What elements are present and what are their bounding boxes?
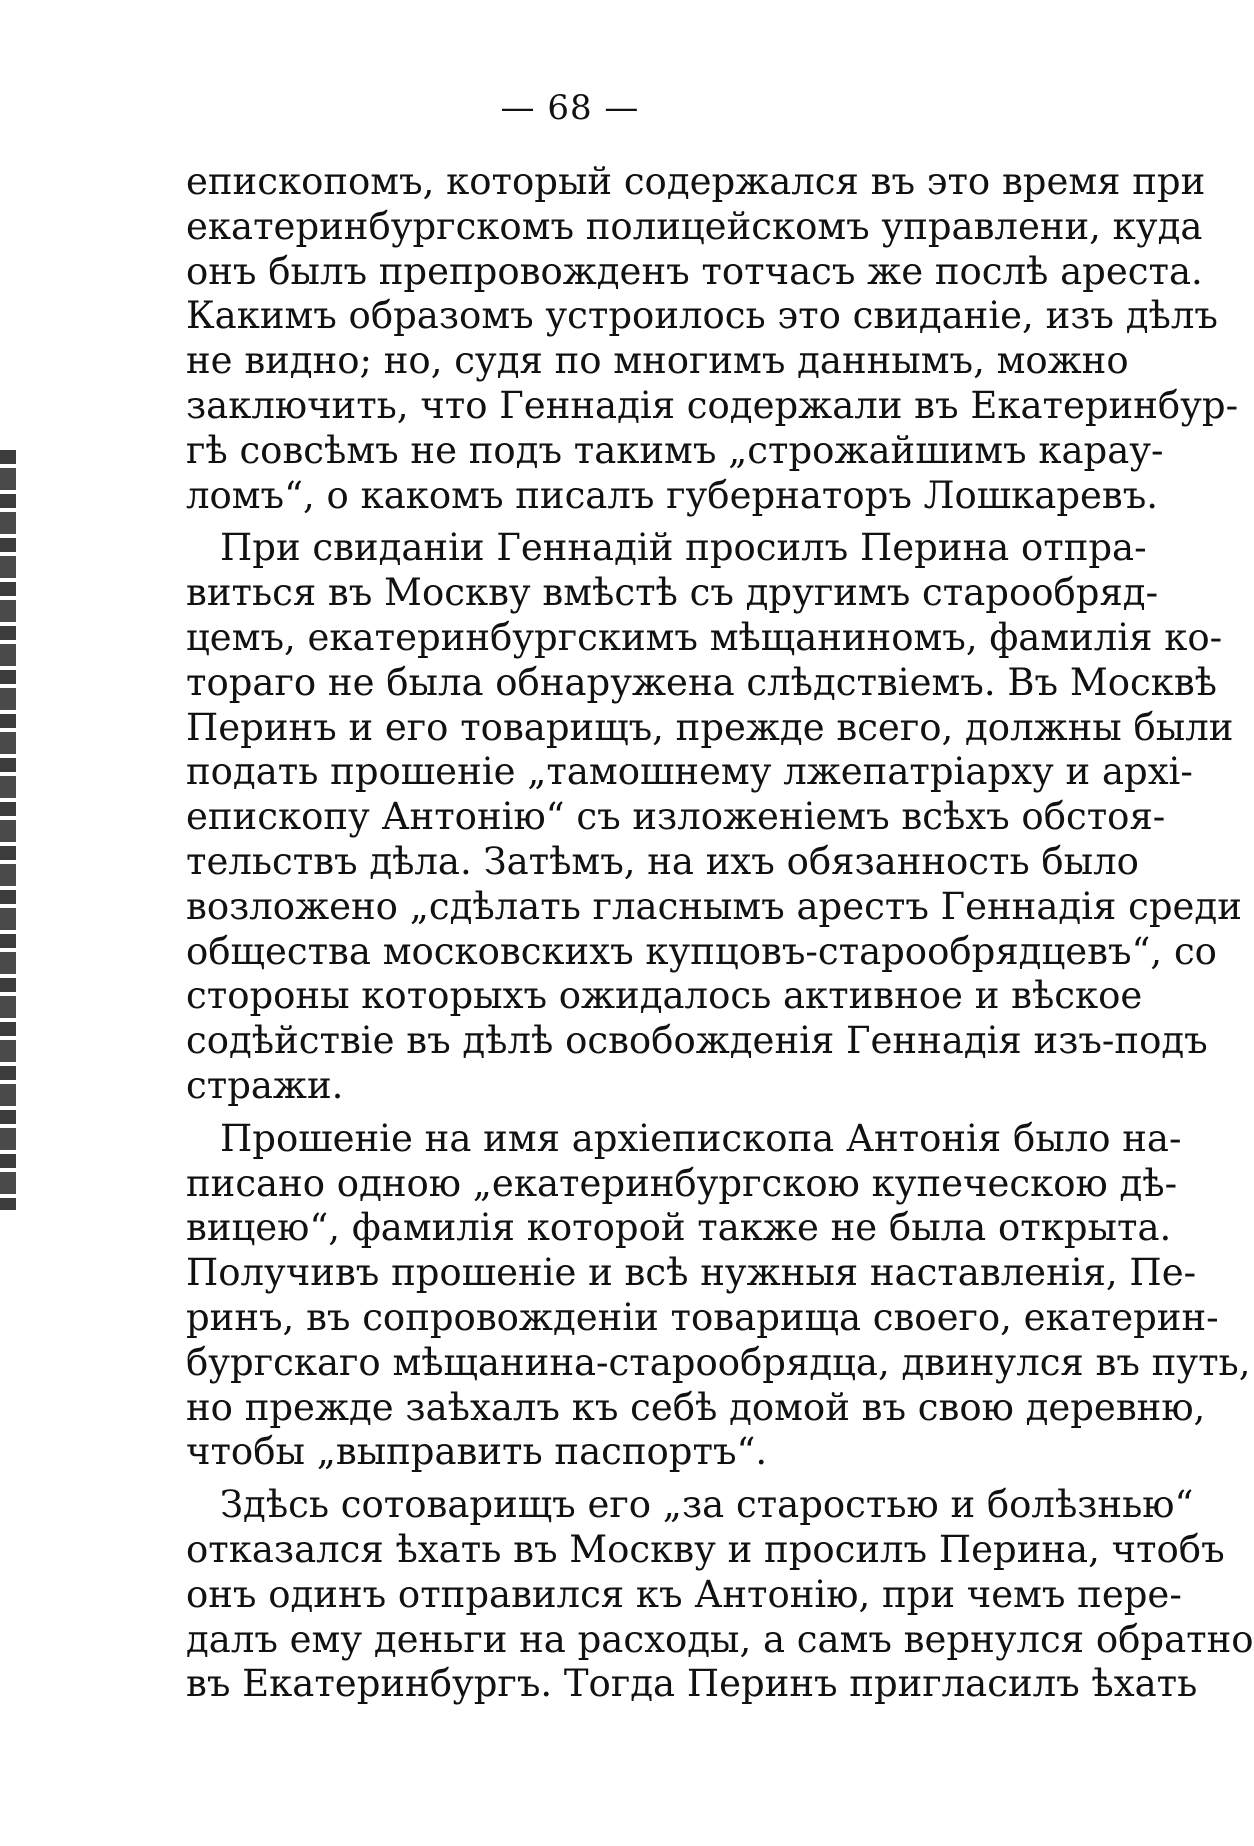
paragraph — [186, 160, 1239, 518]
text-line: чтобы „выправить паспортъ“. — [186, 1430, 768, 1474]
text-line: отказался ѣхать въ Москву и просилъ Перина, чтобъ — [186, 1527, 1225, 1571]
text-line: въ Екатеринбургъ. Тогда Перинъ пригласилъ ѣхать — [186, 1662, 1198, 1706]
text-line: онъ одинъ отправился къ Антонію, при чемъ пере- — [186, 1572, 1182, 1616]
text-line: писано одною „екатеринбургскою купеческою дѣ- — [186, 1161, 1178, 1205]
text-line: Перинъ и его товарищъ, прежде всего, должны были — [186, 705, 1234, 749]
text-line: бургскаго мѣщанина-старообрядца, двинулся въ путь, — [186, 1340, 1251, 1384]
text-line: ломъ“, о какомъ писалъ губернаторъ Лошкаревъ. — [186, 473, 1159, 517]
body-text — [186, 160, 1254, 1707]
text-line: виться въ Москву вмѣстѣ съ другимъ старообряд- — [186, 571, 1159, 615]
text-line: далъ ему деньги на расходы, а самъ вернулся обратно — [186, 1617, 1254, 1661]
paragraph — [186, 1116, 1251, 1475]
text-line: Здѣсь сотоварищъ его „за старостью и болѣзнью“ — [220, 1483, 1194, 1527]
text-line: подать прошеніе „тамошнему лжепатріарху и архі- — [186, 750, 1193, 794]
text-line: стражи. — [186, 1063, 344, 1107]
text-line: тельствъ дѣла. Затѣмъ, на ихъ обязанность было — [186, 839, 1139, 883]
paragraph-gap — [186, 518, 1114, 526]
text-line: При свиданіи Геннадій просилъ Перина отпра- — [220, 526, 1147, 570]
text-line: возложено „сдѣлать гласнымъ арестъ Геннадія среди — [186, 884, 1242, 928]
text-line: Какимъ образомъ устроилось это свиданіе, изъ дѣлъ — [186, 294, 1218, 338]
text-line: Получивъ прошеніе и всѣ нужныя наставленія, Пе- — [186, 1251, 1197, 1295]
text-line: ринъ, въ сопровожденіи товарища своего, екатерин- — [186, 1295, 1219, 1339]
paragraph — [186, 526, 1242, 1108]
text-line: епископу Антонію“ съ изложеніемъ всѣхъ обстоя- — [186, 795, 1166, 839]
text-line: вицею“, фамилія которой также не была открыта. — [186, 1206, 1172, 1250]
text-line: общества московскихъ купцовъ-старообрядцевъ“, со — [186, 929, 1217, 973]
text-line: не видно; но, судя по многимъ даннымъ, можно — [186, 339, 1129, 383]
text-line: онъ былъ препровожденъ тотчасъ же послѣ ареста. — [186, 249, 1203, 293]
paragraph-gap — [186, 1475, 1114, 1483]
binding-edge-scan — [0, 450, 16, 1210]
paragraph — [186, 1483, 1254, 1707]
text-line: цемъ, екатеринбургскимъ мѣщаниномъ, фамилія ко- — [186, 615, 1223, 659]
text-line: епископомъ, который содержался въ это время при — [186, 160, 1206, 203]
text-line: Прошеніе на имя архіепископа Антонія было на- — [220, 1116, 1182, 1160]
page-number: — 68 — — [500, 88, 640, 128]
text-line: екатеринбургскомъ полицейскомъ управлени, куда — [186, 204, 1203, 248]
text-line: содѣйствіе въ дѣлѣ освобожденія Геннадія изъ-подъ — [186, 1019, 1208, 1063]
text-line: тораго не была обнаружена слѣдствіемъ. Въ Москвѣ — [186, 660, 1217, 704]
text-line: гѣ совсѣмъ не подъ такимъ „строжайшимъ карау- — [186, 428, 1164, 472]
text-line: стороны которыхъ ожидалось активное и вѣское — [186, 974, 1143, 1018]
text-line: но прежде заѣхалъ къ себѣ домой въ свою деревню, — [186, 1385, 1206, 1429]
paragraph-gap — [186, 1109, 1114, 1117]
text-line: заключить, что Геннадія содержали въ Екатеринбур- — [186, 383, 1239, 427]
